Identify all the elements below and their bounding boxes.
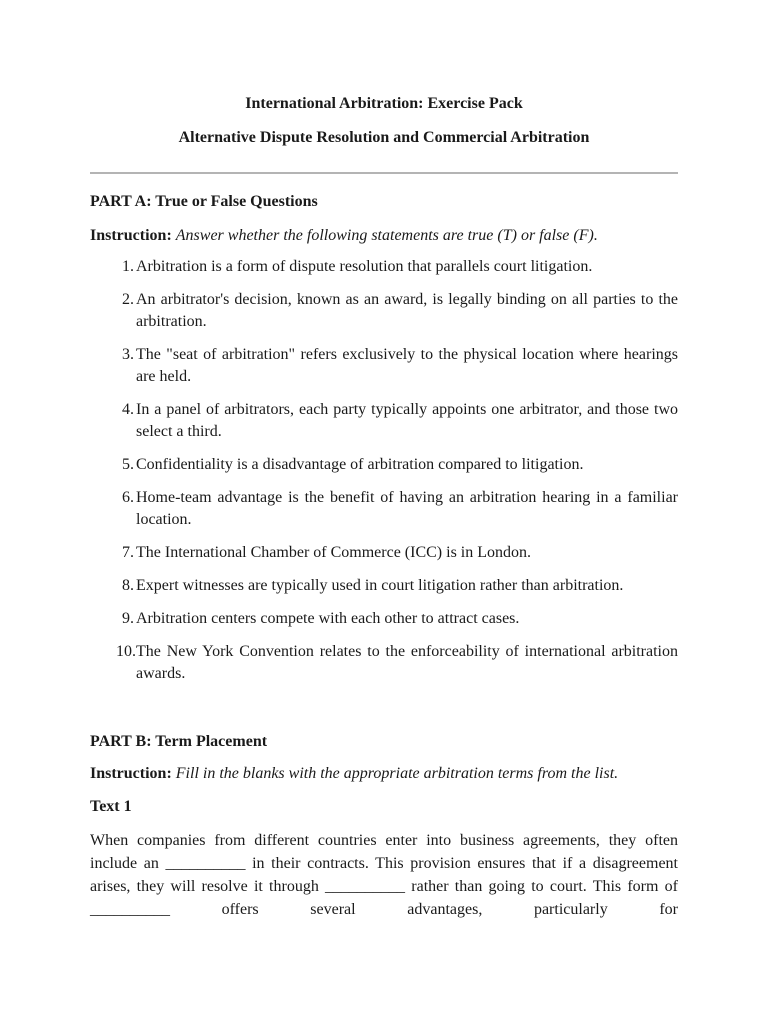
item-number: 9. (122, 610, 134, 627)
list-item (90, 608, 678, 630)
list-item (90, 641, 678, 685)
list-item (90, 575, 678, 597)
item-text: Home-team advantage is the benefit of having an arbitration hearing in a familiar location. (136, 489, 678, 528)
item-text: In a panel of arbitrators, each party typically appoints one arbitrator, and those two select a third. (136, 401, 678, 440)
instruction-text: Answer whether the following statements are true (T) or false (F). (175, 227, 598, 244)
instruction-label: Instruction: (90, 765, 172, 782)
list-item (90, 256, 678, 278)
item-text: Arbitration is a form of dispute resolution that parallels court litigation. (136, 258, 593, 275)
part-a-instruction (90, 225, 680, 247)
item-number: 1. (122, 258, 134, 275)
true-false-list (90, 256, 678, 696)
page-title: International Arbitration: Exercise Pack (245, 95, 523, 112)
item-number: 6. (122, 489, 134, 506)
divider (90, 172, 678, 174)
part-b-heading: PART B: Term Placement (90, 733, 268, 750)
list-item (90, 289, 678, 333)
item-text: The "seat of arbitration" refers exclusively to the physical location where hearings are held. (136, 346, 678, 385)
item-text: The New York Convention relates to the enforceability of international arbitration awards. (136, 643, 678, 682)
item-text: Confidentiality is a disadvantage of arbitration compared to litigation. (136, 456, 584, 473)
list-item (90, 344, 678, 388)
item-number: 5. (122, 456, 134, 473)
item-number: 8. (122, 577, 134, 594)
item-text: An arbitrator's decision, known as an award, is legally binding on all parties to the arbitration. (136, 291, 678, 330)
instruction-label: Instruction: (90, 227, 172, 244)
part-a-heading: PART A: True or False Questions (90, 193, 318, 210)
item-number: 3. (122, 346, 134, 363)
item-number: 4. (122, 401, 134, 418)
text-heading: Text 1 (90, 798, 132, 815)
fill-in-paragraph: When companies from different countries enter into business agreements, they often include an __________ in their contracts. This provision ensures that if a disagreement arises, they will resolve it through __________ rather than going to court. This form of __________ offers several advantages, particularly for (90, 832, 678, 918)
list-item (90, 399, 678, 443)
instruction-text: Fill in the blanks with the appropriate arbitration terms from the list. (175, 765, 619, 782)
part-b-instruction (90, 763, 680, 785)
list-item (90, 542, 678, 564)
item-text: Expert witnesses are typically used in court litigation rather than arbitration. (136, 577, 624, 594)
page-subtitle: Alternative Dispute Resolution and Commercial Arbitration (178, 129, 590, 146)
list-item (90, 487, 678, 531)
item-number: 7. (122, 544, 134, 561)
list-item (90, 454, 678, 476)
item-text: The International Chamber of Commerce (ICC) is in London. (136, 544, 532, 561)
item-number: 10. (116, 643, 136, 660)
item-text: Arbitration centers compete with each other to attract cases. (136, 610, 520, 627)
item-number: 2. (122, 291, 134, 308)
